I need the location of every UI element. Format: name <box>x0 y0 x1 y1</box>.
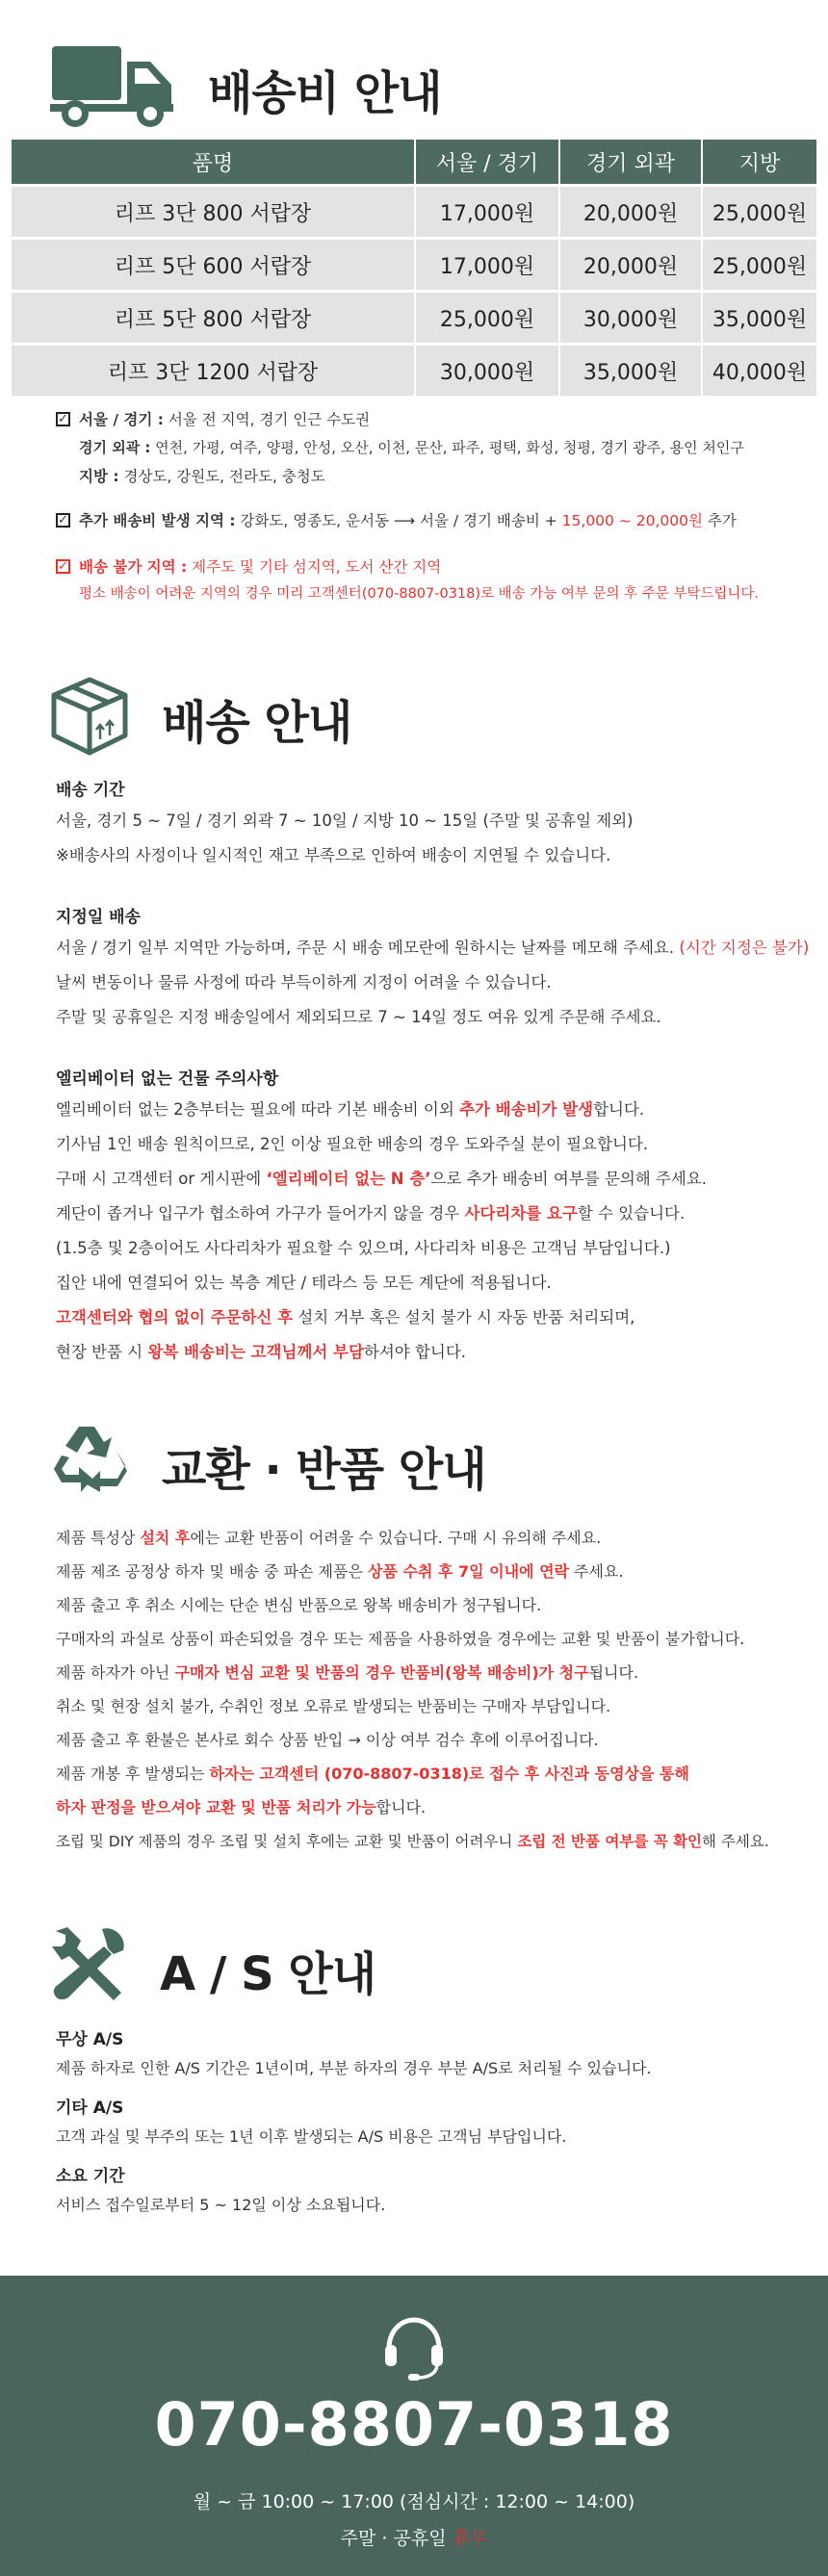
text-red: ‘엘리베이터 없는 N 층’ <box>266 1170 431 1188</box>
contact-footer <box>0 2276 828 2576</box>
note-unavail-label: 배송 불가 지역 : <box>79 558 188 576</box>
table-row <box>12 239 816 292</box>
text: 엘리베이터 없는 2층부터는 필요에 따라 기본 배송비 이외 <box>56 1100 460 1119</box>
recycle-icon <box>50 1421 131 1498</box>
exchange-rules <box>56 1527 807 1864</box>
elevator-line <box>56 1202 807 1225</box>
text-red: 사다리차를 요구 <box>464 1204 578 1223</box>
text: 구매 시 고객센터 or 게시판에 <box>56 1170 267 1188</box>
exchange-line: 제품 출고 후 취소 시에는 단순 변심 반품으로 왕복 배송비가 청구됩니다. <box>56 1596 542 1614</box>
holiday-off: 휴무 <box>452 2528 488 2549</box>
elevator-line <box>56 1306 807 1329</box>
box-icon <box>50 676 129 757</box>
exchange-title: 교환 · 반품 안내 <box>162 1443 486 1497</box>
note-extra-red: 15,000 ~ 20,000원 <box>561 512 703 529</box>
table-row <box>12 345 816 397</box>
cell: 25,000원 <box>702 239 816 292</box>
delivery-period-note: ※배송사의 사정이나 일시적인 재고 부족으로 인하여 배송이 지연될 수 있습니다. <box>56 846 611 864</box>
delivery-period-title: 배송 기간 <box>56 781 125 800</box>
text-red: 왕복 배송비는 고객님께서 부담 <box>147 1343 364 1361</box>
cell: 리프 5단 800 서랍장 <box>12 292 415 345</box>
exchange-line <box>56 1527 807 1550</box>
text: 현장 반품 시 <box>56 1343 148 1361</box>
phone-number[interactable]: 070-8807-0318 <box>154 2389 674 2460</box>
exchange-line <box>56 1662 807 1685</box>
text-red: 하자는 고객센터 (070-8807-0318)로 접수 후 사진과 동영상을 통해 <box>209 1765 689 1783</box>
table-row <box>12 292 816 345</box>
tools-icon <box>50 1925 129 2004</box>
text-red: 하자 판정을 받으셔야 교환 및 반품 처리가 가능 <box>56 1798 376 1816</box>
note-seoul <box>79 408 370 429</box>
shipping-fee-title: 배송비 안내 <box>208 66 442 120</box>
cell: 30,000원 <box>415 345 559 397</box>
headset-icon <box>381 2314 447 2382</box>
header-item: 품명 <box>12 140 415 186</box>
cell: 40,000원 <box>702 345 816 397</box>
text: 계단이 좁거나 입구가 협소하여 가구가 들어가지 않을 경우 <box>56 1204 465 1223</box>
note-extra <box>79 509 737 530</box>
note-seoul-label: 서울 / 경기 : <box>79 411 164 428</box>
check-icon: ✓ <box>56 412 70 426</box>
text: 제품 제조 공정상 하자 및 배송 중 파손 제품은 <box>56 1562 368 1581</box>
delivery-date-title: 지정일 배송 <box>56 908 142 927</box>
exchange-line <box>56 1830 807 1853</box>
business-hours: 월 ~ 금 10:00 ~ 17:00 (점심시간 : 12:00 ~ 14:00) <box>193 2491 635 2512</box>
cell: 25,000원 <box>702 186 816 239</box>
text: 제품 특성상 <box>56 1529 141 1547</box>
delivery-date <box>56 903 810 1041</box>
text-red: (시간 지정은 불가) <box>679 939 810 957</box>
elevator-line <box>56 1168 807 1191</box>
as-free-text: 제품 하자로 인한 A/S 기간은 1년이며, 부분 하자의 경우 부분 A/S로 처리될 수 있습니다. <box>56 2059 652 2077</box>
text: 합니다. <box>375 1798 427 1816</box>
text: 해 주세요. <box>702 1833 769 1850</box>
elevator-line: (1.5층 및 2층이어도 사다리차가 필요할 수 있으며, 사다리차 비용은 고객님 부담입니다.) <box>56 1239 671 1257</box>
note-extra-label: 추가 배송비 발생 지역 : <box>79 512 236 529</box>
text-red: 설치 후 <box>140 1529 191 1547</box>
note-outer-text: 연천, 가평, 여주, 양평, 안성, 오산, 이천, 문산, 파주, 평택, 화성, 청평, 경기 광주, 용인 처인구 <box>150 439 744 456</box>
cell: 17,000원 <box>415 239 559 292</box>
text: 하셔야 합니다. <box>363 1343 467 1361</box>
as-other-title: 기타 A/S <box>56 2099 124 2118</box>
cell: 35,000원 <box>702 292 816 345</box>
text-red: 구매자 변심 교환 및 반품의 경우 반품비(왕복 배송비)가 청구 <box>174 1663 589 1682</box>
cell: 25,000원 <box>415 292 559 345</box>
table-row <box>12 186 816 239</box>
note-seoul-text: 서울 전 지역, 경기 인근 수도권 <box>163 411 371 428</box>
text: 됩니다. <box>588 1663 639 1682</box>
check-icon: ✓ <box>56 513 70 528</box>
note-unavail-text: 제주도 및 기타 섬지역, 도서 산간 지역 <box>187 558 442 576</box>
cell: 리프 5단 600 서랍장 <box>12 239 415 292</box>
as-title: A / S 안내 <box>160 1947 376 2001</box>
note-local-text: 경상도, 강원도, 전라도, 충청도 <box>118 468 325 485</box>
exchange-line: 제품 출고 후 환불은 본사로 회수 상품 반입 → 이상 여부 검수 후에 이루어집니다. <box>56 1731 599 1749</box>
exchange-line <box>56 1560 807 1584</box>
note-extra-text: 강화도, 영종도, 운서동 ⟶ 서울 / 경기 배송비 + <box>235 512 562 529</box>
cell: 17,000원 <box>415 186 559 239</box>
elevator-line <box>56 1098 807 1121</box>
table-header-row <box>12 140 816 186</box>
text: 설치 거부 혹은 설치 불가 시 자동 반품 처리되며, <box>293 1308 635 1327</box>
delivery-title: 배송 안내 <box>162 696 352 750</box>
note-local-label: 지방 : <box>79 468 119 485</box>
delivery-date-line: 날씨 변동이나 물류 사정에 따라 부득이하게 지정이 어려울 수 있습니다. <box>56 973 552 992</box>
text: 으로 추가 배송비 여부를 문의해 주세요. <box>430 1170 708 1188</box>
exchange-line: 구매자의 과실로 상품이 파손되었을 경우 또는 제품을 사용하였을 경우에는 교환 및 반품이 불가합니다. <box>56 1630 745 1648</box>
delivery-period-text: 서울, 경기 5 ~ 7일 / 경기 외곽 7 ~ 10일 / 지방 10 ~ 15일 (주말 및 공휴일 제외) <box>56 811 634 830</box>
holiday-text: 주말 · 공휴일 <box>340 2528 453 2549</box>
text: 할 수 있습니다. <box>577 1204 686 1223</box>
text: 제품 하자가 아닌 <box>56 1663 175 1682</box>
as-info <box>56 2025 807 2228</box>
holiday-info <box>0 2524 828 2550</box>
check-icon: ✓ <box>56 559 70 574</box>
cell: 리프 3단 1200 서랍장 <box>12 345 415 397</box>
cell: 20,000원 <box>559 186 702 239</box>
text-red: 조립 전 반품 여부를 꼭 확인 <box>517 1833 703 1850</box>
delivery-date-line: 주말 및 공휴일은 지정 배송일에서 제외되므로 7 ~ 14일 정도 여유 있게 주문해 주세요. <box>56 1008 661 1026</box>
note-extra-end: 추가 <box>702 512 737 529</box>
shipping-fee-table <box>12 140 816 396</box>
exchange-line <box>56 1796 807 1819</box>
text: 에는 교환 반품이 어려울 수 있습니다. 구매 시 유의해 주세요. <box>190 1529 602 1547</box>
cell: 20,000원 <box>559 239 702 292</box>
as-time-text: 서비스 접수일로부터 5 ~ 12일 이상 소요됩니다. <box>56 2196 386 2214</box>
text-red: 상품 수취 후 7일 이내에 연락 <box>367 1562 569 1581</box>
elevator-notice <box>56 1065 807 1376</box>
text: 조립 및 DIY 제품의 경우 조립 및 설치 후에는 교환 및 반품이 어려우니 <box>56 1833 518 1850</box>
as-free-title: 무상 A/S <box>56 2030 124 2049</box>
elevator-line: 기사님 1인 배송 원칙이므로, 2인 이상 필요한 배송의 경우 도와주실 분이 필요합니다. <box>56 1135 649 1153</box>
cell: 30,000원 <box>559 292 702 345</box>
header-seoul: 서울 / 경기 <box>415 140 559 186</box>
header-local: 지방 <box>702 140 816 186</box>
note-local <box>79 465 325 486</box>
elevator-title: 엘리베이터 없는 건물 주의사항 <box>56 1069 279 1089</box>
note-outer-label: 경기 외곽 : <box>79 439 151 456</box>
exchange-line: 취소 및 현장 설치 불가, 수취인 정보 오류로 발생되는 반품비는 구매자 부담입니다. <box>56 1697 611 1715</box>
cell: 리프 3단 800 서랍장 <box>12 186 415 239</box>
note-outer <box>79 437 744 457</box>
elevator-line <box>56 1341 807 1364</box>
as-time-title: 소요 기간 <box>56 2167 125 2186</box>
cell: 35,000원 <box>559 345 702 397</box>
truck-icon <box>50 42 175 131</box>
text-red: 고객센터와 협의 없이 주문하신 후 <box>56 1308 294 1327</box>
note-unavailable <box>79 555 441 577</box>
header-outer: 경기 외곽 <box>559 140 702 186</box>
text: 제품 개봉 후 발생되는 <box>56 1765 210 1783</box>
text: 주세요. <box>569 1562 624 1581</box>
text: 합니다. <box>593 1100 645 1119</box>
elevator-line: 집안 내에 연결되어 있는 복층 계단 / 테라스 등 모든 계단에 적용됩니다. <box>56 1274 552 1292</box>
delivery-date-line <box>56 937 810 960</box>
delivery-period <box>56 776 807 879</box>
note-unavailable-2: 평소 배송이 어려운 지역의 경우 미리 고객센터(070-8807-0318)로 배송 가능 여부 문의 후 주문 부탁드립니다. <box>79 586 760 602</box>
text: 서울 / 경기 일부 지역만 가능하며, 주문 시 배송 메모란에 원하시는 날짜를 메모해 주세요. <box>56 939 680 957</box>
as-other-text: 고객 과실 및 부주의 또는 1년 이후 발생되는 A/S 비용은 고객님 부담입니다. <box>56 2127 567 2146</box>
exchange-line <box>56 1763 807 1786</box>
text-red: 추가 배송비가 발생 <box>459 1100 594 1119</box>
